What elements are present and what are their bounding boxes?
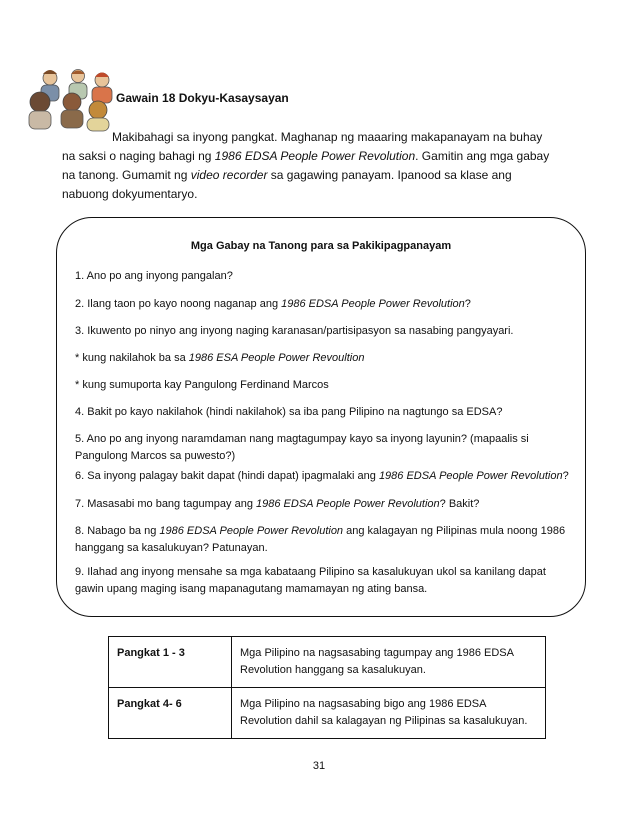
intro-paragraph: Makibahagi sa inyong pangkat. Maghanap ng maaaring makapanayam na buhay na saksi o naging bahagi ng 1986 EDSA People Power Revolution. Gamitin ang mga gabay na tanong. Gumamit ng video recorder sa gagawing panayam. Ipanood sa klase ang nabuong dokyumentaryo. bbox=[62, 130, 550, 201]
question-6: 6. Sa inyong palagay bakit dapat (hindi dapat) ipagmalaki ang 1986 EDSA People Power Revolution? bbox=[75, 470, 569, 482]
question-4: 4. Bakit po kayo nakilahok (hindi nakilahok) sa iba pang Pilipino na nagtungo sa EDSA? bbox=[75, 406, 503, 418]
description-cell: Mga Pilipino na nagsasabing bigo ang 1986 EDSA Revolution dahil sa kalagayan ng Pilipinas sa kasalukuyan. bbox=[232, 688, 546, 739]
question-2: 2. Ilang taon po kayo noong naganap ang 1986 EDSA People Power Revolution? bbox=[75, 298, 471, 310]
question-3-sub-a: * kung nakilahok ba sa 1986 ESA People Power Revoultion bbox=[75, 352, 365, 364]
question-9: 9. Ilahad ang inyong mensahe sa mga kabataang Pilipino sa kasalukuyan ukol sa kanilang dapat gawin upang maging isang mapanagutang mamamayan ng ating bansa. bbox=[75, 566, 546, 595]
question-8: 8. Nabago ba ng 1986 EDSA People Power Revolution ang kalagayan ng Pilipinas mula noong 1986 hanggang sa kasalukuyan? Patunayan. bbox=[75, 525, 566, 554]
question-7: 7. Masasabi mo bang tagumpay ang 1986 EDSA People Power Revolution? Bakit? bbox=[75, 498, 480, 510]
question-1: 1. Ano po ang inyong pangalan? bbox=[75, 270, 233, 282]
page-number: 31 bbox=[312, 760, 326, 772]
activity-title: Gawain 18 Dokyu-Kasaysayan bbox=[116, 91, 289, 105]
table-row bbox=[109, 688, 546, 739]
question-5: 5. Ano po ang inyong naramdaman nang magtagumpay kayo sa inyong layunin? (mapaalis si Pangulong Marcos sa puwesto?) bbox=[75, 433, 529, 462]
description-cell: Mga Pilipino na nagsasabing tagumpay ang 1986 EDSA Revolution hanggang sa kasalukuyan. bbox=[232, 637, 546, 688]
table-row bbox=[109, 637, 546, 688]
group-cell: Pangkat 4- 6 bbox=[109, 688, 232, 739]
group-assignment-table bbox=[108, 636, 546, 739]
question-3: 3. Ikuwento po ninyo ang inyong naging karanasan/partisipasyon sa nasabing pangyayari. bbox=[75, 325, 514, 337]
guide-questions-box bbox=[56, 217, 586, 617]
group-people-clipart bbox=[26, 66, 118, 132]
group-cell: Pangkat 1 - 3 bbox=[109, 637, 232, 688]
question-3-sub-b: * kung sumuporta kay Pangulong Ferdinand Marcos bbox=[75, 379, 329, 391]
guide-title: Mga Gabay na Tanong para sa Pakikipagpanayam bbox=[190, 240, 452, 252]
